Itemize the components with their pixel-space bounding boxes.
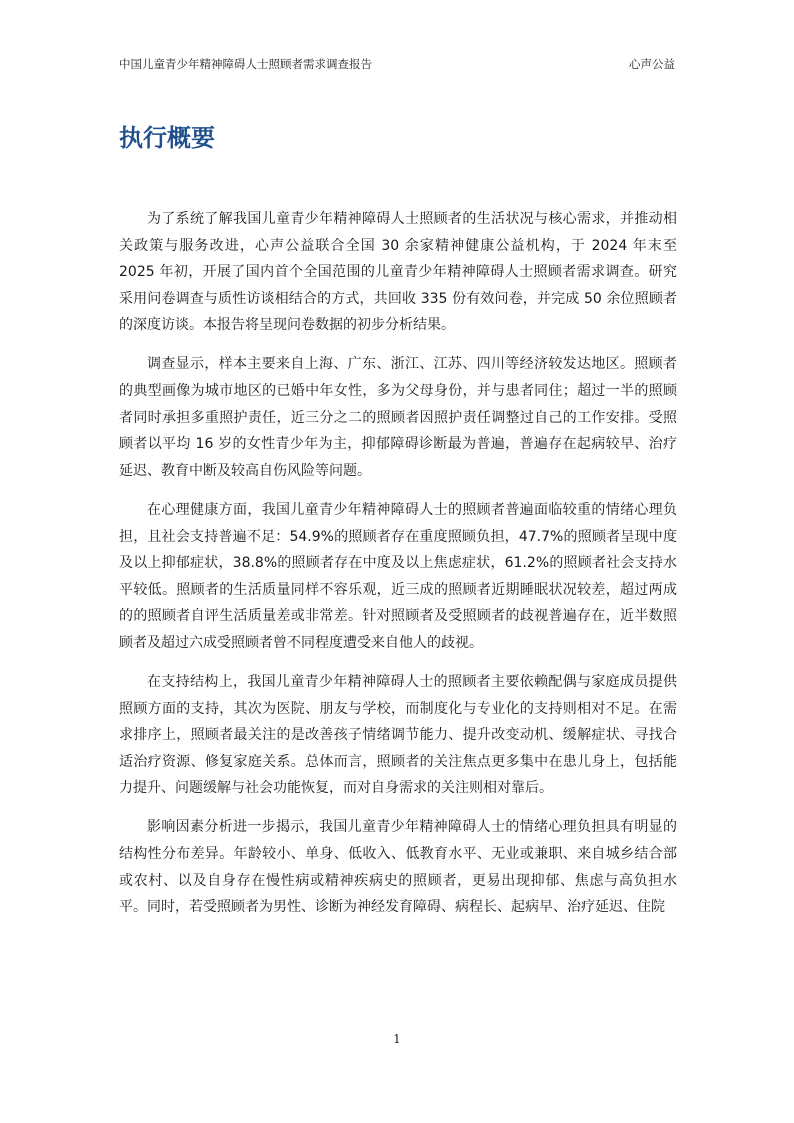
paragraph-influencing-factors: 影响因素分析进一步揭示，我国儿童青少年精神障碍人士的情绪心理负担具有明显的结构性分布差异。年龄较小、单身、低收入、低教育水平、无业或兼职、来自城乡结合部或农村、以及自身存在慢性病或精神疾病史的照顾者，更易出现抑郁、焦虑与高负担水平。同时，若受照顾者为男性、诊断为神经发育障碍、病程长、起病早、治疗延迟、住院: [119, 819, 677, 916]
header-organization-name: 心声公益: [629, 57, 675, 71]
section-title: 执行概要: [119, 124, 215, 152]
page-number: 1: [393, 1032, 401, 1046]
body-text: [119, 206, 677, 933]
paragraph-support-structure: 在支持结构上，我国儿童青少年精神障碍人士的照顾者主要依赖配偶与家庭成员提供照顾方面的支持，其次为医院、朋友与学校，而制度化与专业化的支持则相对不足。在需求排序上，照顾者最关注的是改善孩子情绪调节能力、提升改变动机、缓解症状、寻找合适治疗资源、修复家庭关系。总体而言，照顾者的关注焦点更多集中在患儿身上，包括能力提升、问题缓解与社会功能恢复，而对自身需求的关注则相对靠后。: [119, 674, 677, 797]
paragraph-survey-background: 为了系统了解我国儿童青少年精神障碍人士照顾者的生活状况与核心需求，并推动相关政策与服务改进，心声公益联合全国 30 余家精神健康公益机构，于 2024 年末至 2025 年初，开展了国内首个全国范围的儿童青少年精神障碍人士照顾者需求调查。研究采用问卷调查与质性访谈相结合的方式，共回收 335 份有效问卷，并完成 50 余位照顾者的深度访谈。本报告将呈现问卷数据的初步分析结果。: [119, 211, 677, 334]
header-document-title: 中国儿童青少年精神障碍人士照顾者需求调查报告: [119, 57, 372, 71]
page-header: [119, 54, 675, 74]
paragraph-sample-profile: 调查显示，样本主要来自上海、广东、浙江、江苏、四川等经济较发达地区。照顾者的典型画像为城市地区的已婚中年女性，多为父母身份，并与患者同住；超过一半的照顾者同时承担多重照护责任，近三分之二的照顾者因照护责任调整过自己的工作安排。受照顾者以平均 16 岁的女性青少年为主，抑郁障碍诊断最为普遍，普遍存在起病较早、治疗延迟、教育中断及较高自伤风险等问题。: [119, 356, 677, 479]
paragraph-mental-health: 在心理健康方面，我国儿童青少年精神障碍人士的照顾者普遍面临较重的情绪心理负担，且社会支持普遍不足：54.9%的照顾者存在重度照顾负担，47.7%的照顾者呈现中度及以上抑郁症状，38.8%的照顾者存在中度及以上焦虑症状，61.2%的照顾者社会支持水平较低。照顾者的生活质量同样不容乐观，近三成的照顾者近期睡眠状况较差，超过两成的的照顾者自评生活质量差或非常差。针对照顾者及受照顾者的歧视普遍存在，近半数照顾者及超过六成受照顾者曾不同程度遭受来自他人的歧视。: [119, 501, 677, 651]
